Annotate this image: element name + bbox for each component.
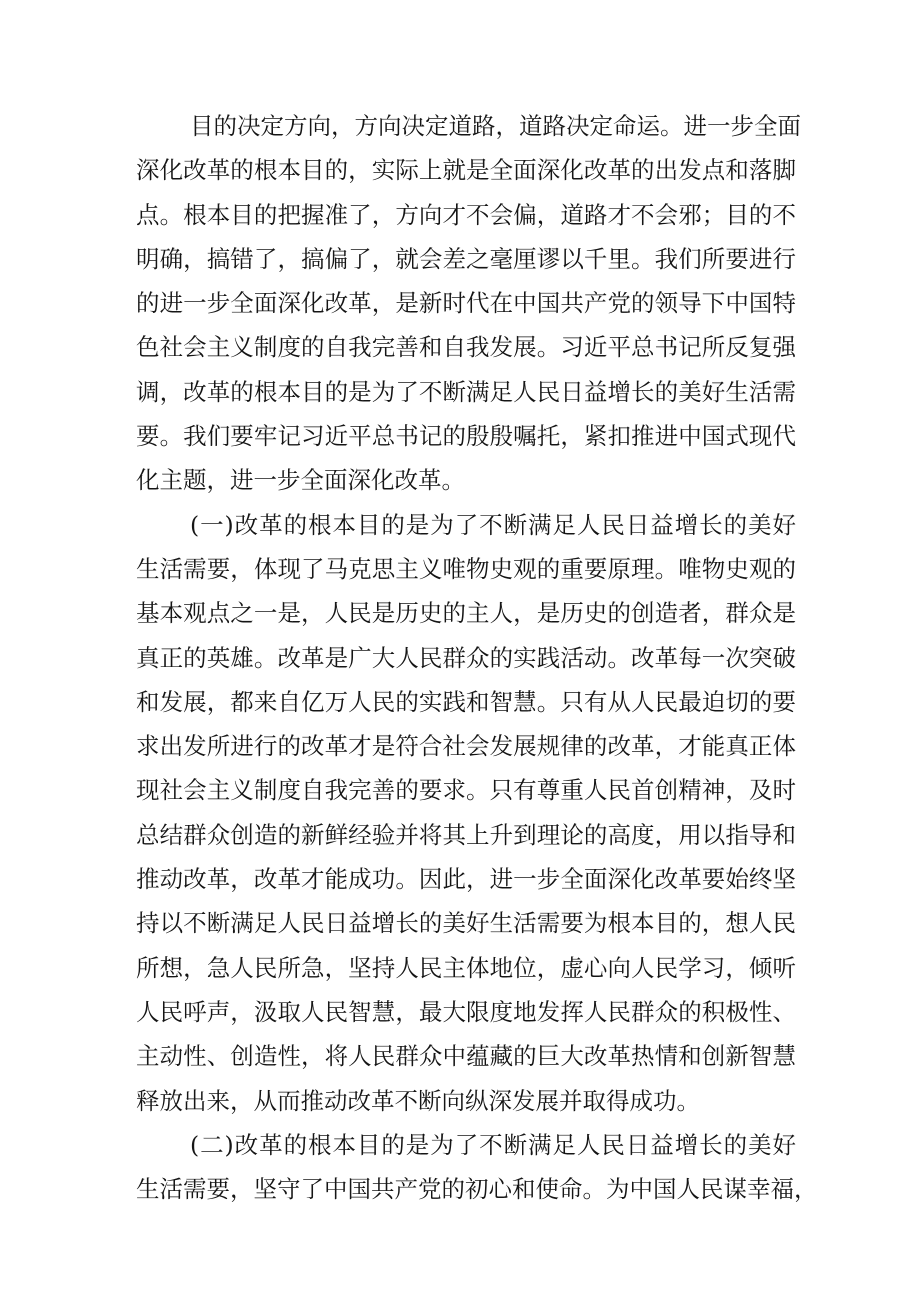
paragraph-line: 主动性、创造性，将人民群众中蕴藏的巨大改革热情和创新智慧: [136, 1042, 796, 1071]
paragraph-line: 持以不断满足人民日益增长的美好生活需要为根本目的，想人民: [136, 909, 796, 938]
paragraph-line: (二)改革的根本目的是为了不断满足人民日益增长的美好: [190, 1130, 796, 1159]
paragraph-line: 现社会主义制度自我完善的要求。只有尊重人民首创精神，及时: [136, 776, 796, 805]
paragraph-line: 明确，搞错了，搞偏了，就会差之毫厘谬以千里。我们所要进行: [136, 244, 796, 273]
paragraph-line: 所想，急人民所急，坚持人民主体地位，虚心向人民学习，倾听: [136, 953, 796, 982]
paragraph-line: 真正的英雄。改革是广大人民群众的实践活动。改革每一次突破: [136, 643, 796, 672]
paragraph-line: 目的决定方向，方向决定道路，道路决定命运。进一步全面: [190, 112, 801, 140]
paragraph-line: 求出发所进行的改革才是符合社会发展规律的改革，才能真正体: [136, 732, 796, 761]
paragraph-line: 生活需要，坚守了中国共产党的初心和使命。为中国人民谋幸福，: [136, 1175, 818, 1204]
paragraph-line: 点。根本目的把握准了，方向才不会偏，道路才不会邪；目的不: [136, 200, 796, 229]
paragraph-intro: [136, 104, 801, 503]
paragraph-line: 生活需要，体现了马克思主义唯物史观的重要原理。唯物史观的: [136, 554, 796, 583]
paragraph-line: 调，改革的根本目的是为了不断满足人民日益增长的美好生活需: [136, 377, 796, 406]
paragraph-line: 推动改革，改革才能成功。因此，进一步全面深化改革要始终坚: [136, 865, 796, 894]
document-body: [136, 104, 818, 1211]
paragraph-line: 基本观点之一是，人民是历史的主人，是历史的创造者，群众是: [136, 599, 796, 628]
paragraph-line: 和发展，都来自亿万人民的实践和智慧。只有从人民最迫切的要: [136, 687, 796, 716]
paragraph-line: 深化改革的根本目的，实际上就是全面深化改革的出发点和落脚: [136, 156, 796, 185]
paragraph-line: (一)改革的根本目的是为了不断满足人民日益增长的美好: [190, 510, 796, 539]
paragraph-section-1: [136, 503, 796, 1123]
paragraph-line: 人民呼声，汲取人民智慧，最大限度地发挥人民群众的积极性、: [136, 997, 796, 1026]
paragraph-line: 色社会主义制度的自我完善和自我发展。习近平总书记所反复强: [136, 333, 796, 362]
paragraph-line: 化主题，进一步全面深化改革。: [136, 466, 465, 495]
paragraph-section-2: [136, 1123, 818, 1212]
paragraph-line: 总结群众创造的新鲜经验并将其上升到理论的高度，用以指导和: [136, 820, 796, 849]
paragraph-line: 释放出来，从而推动改革不断向纵深发展并取得成功。: [136, 1086, 700, 1115]
paragraph-line: 要。我们要牢记习近平总书记的殷殷嘱托，紧扣推进中国式现代: [136, 422, 796, 451]
paragraph-line: 的进一步全面深化改革，是新时代在中国共产党的领导下中国特: [136, 289, 796, 318]
